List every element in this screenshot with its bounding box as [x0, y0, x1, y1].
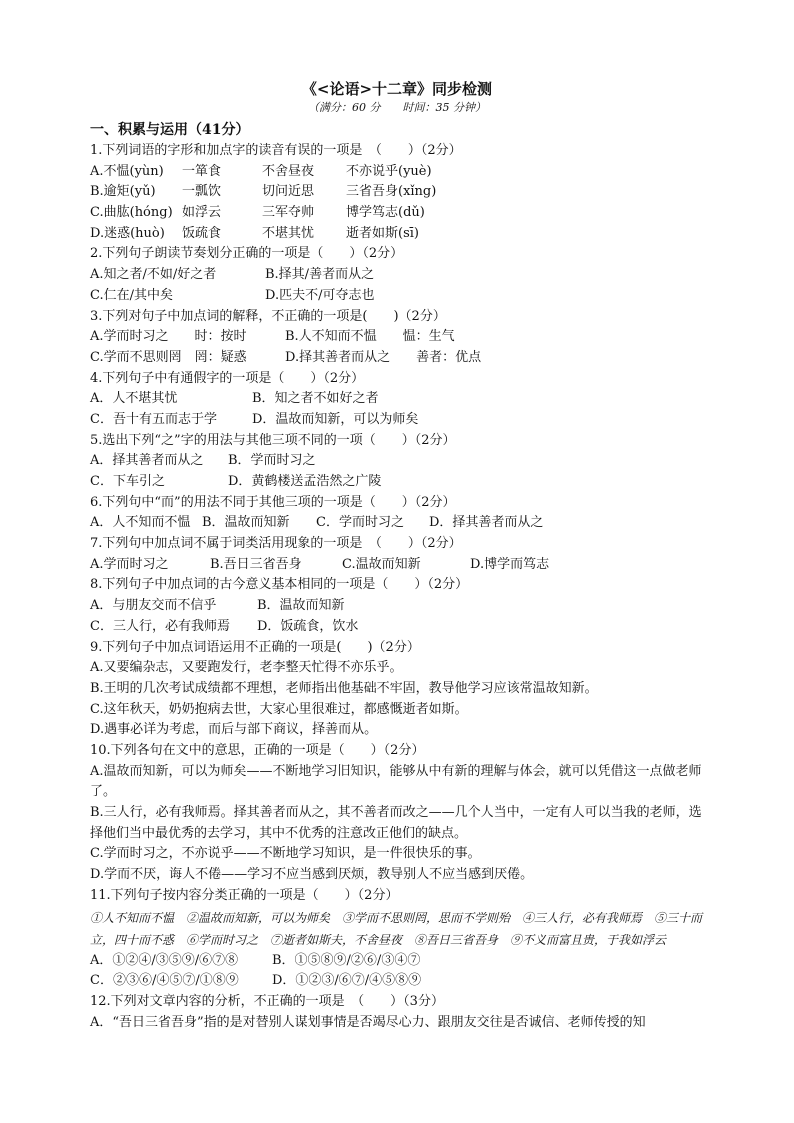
option-text: 一箪食 [182, 163, 222, 179]
question-7-options [90, 555, 712, 576]
question-3-options-ab [90, 327, 712, 348]
question-11-options-cd [90, 971, 712, 992]
option-a: A．择其善者而从之 [90, 453, 204, 469]
option-text: 一瓢饮 [182, 184, 222, 200]
question-1-option-a [90, 162, 712, 183]
question-8-stem: 8.下列句子中加点词的古今意义基本相同的一项是（ ）（2分） [90, 577, 469, 593]
option-a: A．人不堪其忧 [90, 391, 178, 407]
option-b: B.吾日三省吾身 [210, 556, 302, 572]
question-2-options-ab [90, 265, 712, 286]
question-12-option-a: A．“吾日三省吾身”指的是对替别人谋划事情是否竭尽心力、跟朋友交往是否诚信、老师传授的知 [90, 1014, 646, 1030]
option-text: 三省吾身(xǐng) [346, 184, 437, 200]
question-3-options-cd [90, 348, 712, 369]
option-text: C.曲肱(hóng) [90, 205, 173, 221]
question-6-options [90, 513, 712, 534]
option-a: A.学而时习之 时：按时 [90, 329, 247, 345]
question-11-stem: 11.下列句子按内容分类正确的一项是（ ）（2分） [90, 887, 399, 903]
option-text: D.迷惑(huò) [90, 225, 165, 241]
option-text: 不亦说乎(yuè) [346, 163, 432, 179]
option-a: A．①②④/③⑤⑨/⑥⑦⑧ [90, 952, 239, 968]
question-10-stem: 10.下列各句在文中的意思，正确的一项是（ ）（2分） [90, 742, 425, 758]
option-b: B.择其/善者而从之 [265, 267, 375, 283]
option-text: 逝者如斯(sī) [346, 225, 419, 241]
question-10-option-b: B.三人行，必有我师焉。择其善者而从之，其不善者而改之——几个人当中，一定有人可以当我的老师，选择他们当中最优秀的去学习，其中不优秀的注意改正他们的缺点。 [90, 805, 702, 841]
option-c: C．下车引之 [90, 474, 165, 489]
question-12-stem: 12.下列对文章内容的分析，不正确的一项是 （ ）（3分） [90, 993, 444, 1009]
option-d: D．择其善者而从之 [429, 515, 544, 531]
option-b: B．①⑤⑧⑨/②⑥/③④⑦ [272, 952, 421, 968]
question-4-options-ab [90, 389, 712, 410]
question-1-option-d [90, 224, 712, 245]
question-5-options-cd [90, 472, 712, 493]
option-text: 不堪其忧 [262, 225, 315, 241]
option-c: C.仁在/其中矣 [90, 287, 173, 303]
option-d: D．①②③/⑥⑦/④⑤⑧⑨ [272, 973, 422, 989]
question-11-sentences: ①人不知而不愠 ②温故而知新，可以为师矣 ③学而不思则罔，思而不学则殆 ④三人行，必有我师焉 ⑤三十而立，四十而不惑 ⑥学而时习之 ⑦逝者如斯夫，不舍昼夜 ⑧吾日三省吾身 ⑨不义而富且贵，于我如浮云 [90, 910, 703, 947]
option-a: A．与朋友交而不信乎 [90, 598, 217, 614]
question-6-stem: 6.下列句中“而”的用法不同于其他三项的一项是（ ）（2分） [90, 494, 456, 510]
option-d: D.择其善者而从之 善者：优点 [285, 349, 482, 365]
option-b: B．温故而知新 [257, 598, 345, 614]
option-d: D．温故而知新，可以为师矣 [252, 411, 419, 427]
option-c: C．②③⑥/④⑤⑦/①⑧⑨ [90, 973, 239, 989]
question-10-option-d: D.学而不厌，诲人不倦——学习不应当感到厌烦，教导别人不应当感到厌倦。 [90, 867, 534, 883]
page-title: 《<论语>十二章》同步检测 [301, 80, 493, 98]
question-8-options-ab [90, 596, 712, 617]
option-b: B．知之者不如好之者 [252, 391, 379, 407]
option-c: C．学而时习之 [316, 515, 404, 531]
option-b: B．学而时习之 [228, 453, 316, 469]
question-1-stem: 1.下列词语的字形和加点字的读音有误的一项是 （ ）（2分） [90, 143, 462, 158]
section-heading: 一、积累与运用（41分） [90, 122, 250, 138]
option-d: D.匹夫不/可夺志也 [265, 287, 375, 303]
question-1-option-c [90, 203, 712, 224]
question-4-options-cd [90, 410, 712, 431]
option-text: 如浮云 [182, 205, 222, 221]
question-2-options-cd [90, 286, 712, 307]
option-text: B.逾矩(yǔ) [90, 184, 156, 200]
option-d: D．饭疏食，饮水 [257, 618, 359, 634]
question-9-option-c: C.这年秋天，奶奶抱病去世，大家心里很难过，都感慨逝者如斯。 [90, 701, 468, 717]
option-c: C．吾十有五而志于学 [90, 411, 217, 427]
question-4-stem: 4.下列句子中有通假字的一项是（ ）（2分） [90, 370, 365, 386]
question-8-options-cd [90, 617, 712, 638]
option-d: D．黄鹤楼送孟浩然之广陵 [228, 474, 382, 489]
question-9-option-a: A.又要编杂志，又要跑发行，老李整天忙得不亦乐乎。 [90, 660, 403, 676]
option-a: A.知之者/不如/好之者 [90, 267, 217, 283]
question-9-option-d: D.遇事必详为考虑，而后与部下商议，择善而从。 [90, 722, 378, 738]
option-text: 不舍昼夜 [262, 163, 315, 179]
option-text: A.不愠(yùn) [90, 163, 164, 179]
option-c: C.学而不思则罔 罔：疑惑 [90, 349, 247, 365]
option-b: B．温故而知新 [202, 515, 290, 531]
option-a: A．人不知而不愠 [90, 515, 191, 531]
question-9-option-b: B.王明的几次考试成绩都不理想，老师指出他基础不牢固，教导他学习应该常温故知新。 [90, 680, 598, 696]
question-list [90, 141, 712, 1033]
option-b: B.人不知而不愠 愠：生气 [285, 329, 455, 345]
option-text: 切问近思 [262, 184, 315, 200]
exam-info: （满分：60 分 时间：35 分钟） [308, 101, 486, 114]
question-10-option-c: C.学而时习之，不亦说乎——不断地学习知识，是一件很快乐的事。 [90, 846, 481, 862]
option-c: C.温故而知新 [342, 556, 421, 572]
option-c: C．三人行，必有我师焉 [90, 618, 230, 634]
question-3-stem: 3.下列对句子中加点词的解释，不正确的一项是( )（2分） [90, 308, 446, 324]
question-7-stem: 7.下列句中加点词不属于词类活用现象的一项是 （ ）（2分） [90, 536, 462, 552]
question-11-options-ab [90, 951, 712, 972]
question-5-options-ab [90, 451, 712, 472]
question-1-option-b [90, 182, 712, 203]
option-text: 博学笃志(dǔ) [346, 205, 425, 221]
option-text: 饭疏食 [182, 225, 222, 241]
question-9-stem: 9.下列句子中加点词语运用不正确的一项是( )（2分） [90, 639, 420, 655]
question-10-option-a: A.温故而知新，可以为师矣——不断地学习旧知识，能够从中有新的理解与体会，就可以凭借这一点做老师了。 [90, 763, 702, 800]
question-2-stem: 2.下列句子朗读节奏划分正确的一项是（ ）（2分） [90, 246, 404, 262]
option-text: 三军夺帅 [262, 205, 315, 221]
option-a: A.学而时习之 [90, 556, 169, 572]
option-d: D.博学而笃志 [470, 556, 550, 572]
question-5-stem: 5.选出下列“之”字的用法与其他三项不同的一项（ ）（2分） [90, 432, 456, 448]
